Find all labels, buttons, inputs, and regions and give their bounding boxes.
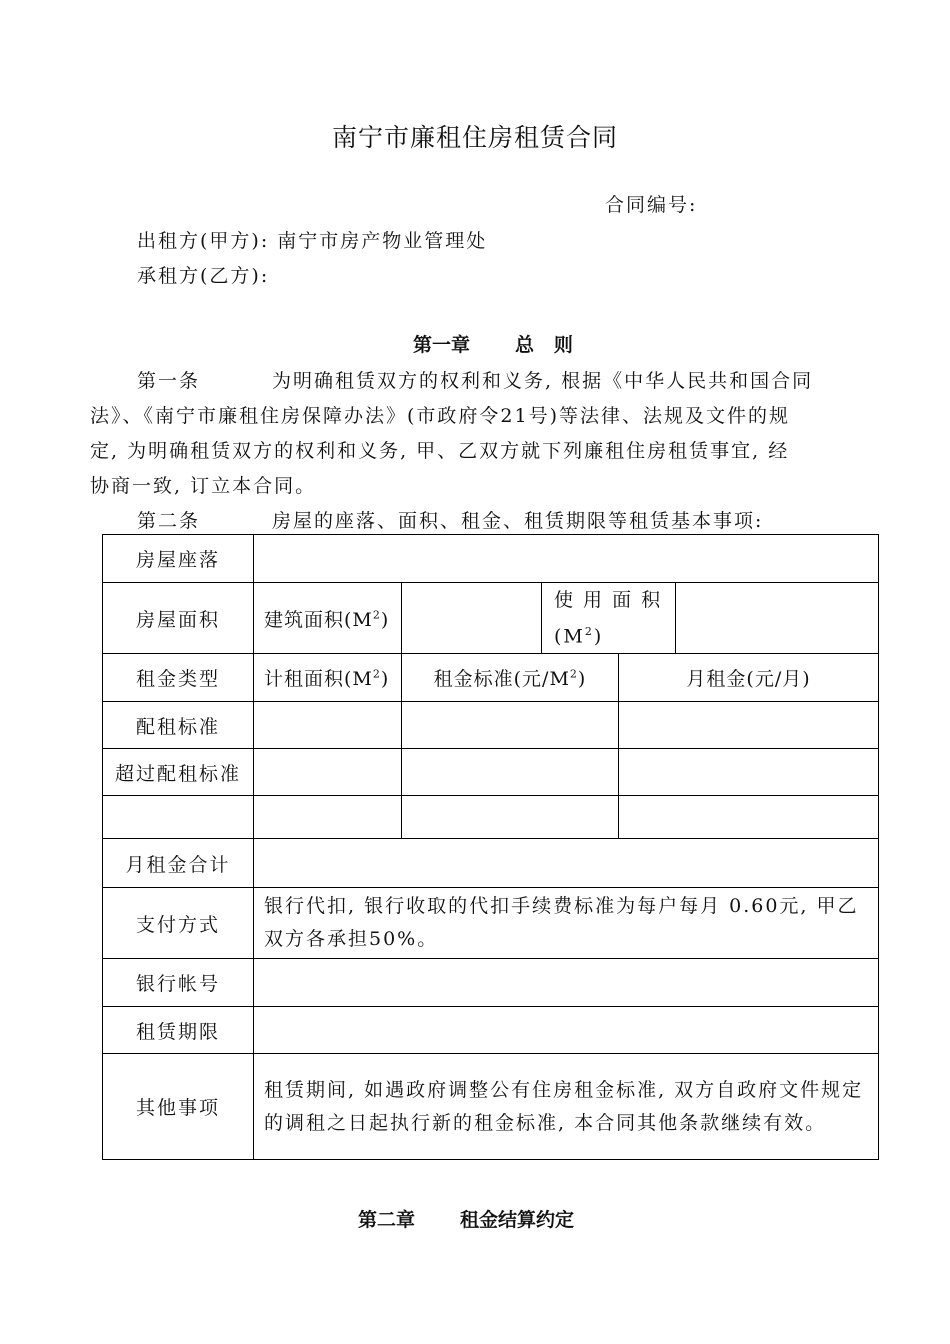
allocation-standard-label: 配租标准 [103, 702, 254, 749]
article1-line2: 法》、《南宁市廉租住房保障办法》(市政府令21号)等法律、法规及文件的规 [90, 405, 791, 427]
payment-method-label: 支付方式 [103, 888, 254, 959]
billing-area-header: 计租面积$(M^2)$ [254, 654, 402, 702]
area-label: 房屋面积 [103, 583, 254, 654]
table-row [103, 1054, 879, 1160]
lessee-line: 承租方(乙方): [137, 265, 270, 287]
article2-label: 第二条 [137, 510, 201, 532]
rent-type-label: 租金类型 [103, 654, 254, 702]
chapter2-number: 第二章 [358, 1209, 416, 1231]
bank-account-label: 银行帐号 [103, 959, 254, 1007]
article2-text: 房屋的座落、面积、租金、租赁期限等租赁基本事项: [272, 510, 764, 532]
table-row [103, 796, 879, 839]
table-row [103, 959, 879, 1007]
lease-term-label: 租赁期限 [103, 1007, 254, 1054]
other-matters-label: 其他事项 [103, 1054, 254, 1160]
table-row [103, 702, 879, 749]
monthly-rent-header: 月租金(元/月) [619, 654, 879, 702]
document-title: 南宁市廉租住房租赁合同 [331, 123, 618, 152]
lease-terms-table [102, 534, 879, 1160]
table-row [103, 888, 879, 959]
table-row [103, 654, 879, 702]
lessor-line: 出租方(甲方): 南宁市房产物业管理处 [137, 230, 488, 252]
payment-method-text: 银行代扣, 银行收取的代扣手续费标准为每户每月 0.60元, 甲乙双方各承担50%。 [254, 888, 879, 959]
lease-term-value [254, 1007, 879, 1054]
table-row [103, 749, 879, 796]
article1-line1: 为明确租赁双方的权利和义务, 根据《中华人民共和国合同 [272, 370, 814, 392]
location-value [254, 535, 879, 583]
building-area-value [402, 583, 542, 654]
exceed-standard-label: 超过配租标准 [103, 749, 254, 796]
table-row [103, 1007, 879, 1054]
rent-standard-header: 租金标准(元$/M^2$) [402, 654, 619, 702]
chapter1-number: 第一章 [413, 334, 471, 356]
table-row [103, 583, 879, 654]
bank-account-value [254, 959, 879, 1007]
chapter2-name: 租金结算约定 [460, 1209, 575, 1231]
usable-area-label: 使 用 面 积 $(M^2)$ [542, 583, 676, 654]
other-matters-text: 租赁期间, 如遇政府调整公有住房租金标准, 双方自政府文件规定的调租之日起执行新的租金标准, 本合同其他条款继续有效。 [254, 1054, 879, 1160]
total-rent-label: 月租金合计 [103, 839, 254, 888]
total-rent-value [254, 839, 879, 888]
article1-line4: 协商一致, 订立本合同。 [90, 475, 317, 497]
article1-label: 第一条 [137, 370, 201, 392]
table-row [103, 839, 879, 888]
table-row [103, 535, 879, 583]
usable-area-value [676, 583, 879, 654]
contract-number-label: 合同编号: [605, 194, 698, 216]
chapter1-name: 总 则 [515, 334, 573, 356]
building-area-label: 建筑面积$(M^2)$ [254, 583, 402, 654]
location-label: 房屋座落 [103, 535, 254, 583]
article1-line3: 定, 为明确租赁双方的权利和义务, 甲、乙双方就下列廉租住房租赁事宜, 经 [90, 440, 790, 462]
